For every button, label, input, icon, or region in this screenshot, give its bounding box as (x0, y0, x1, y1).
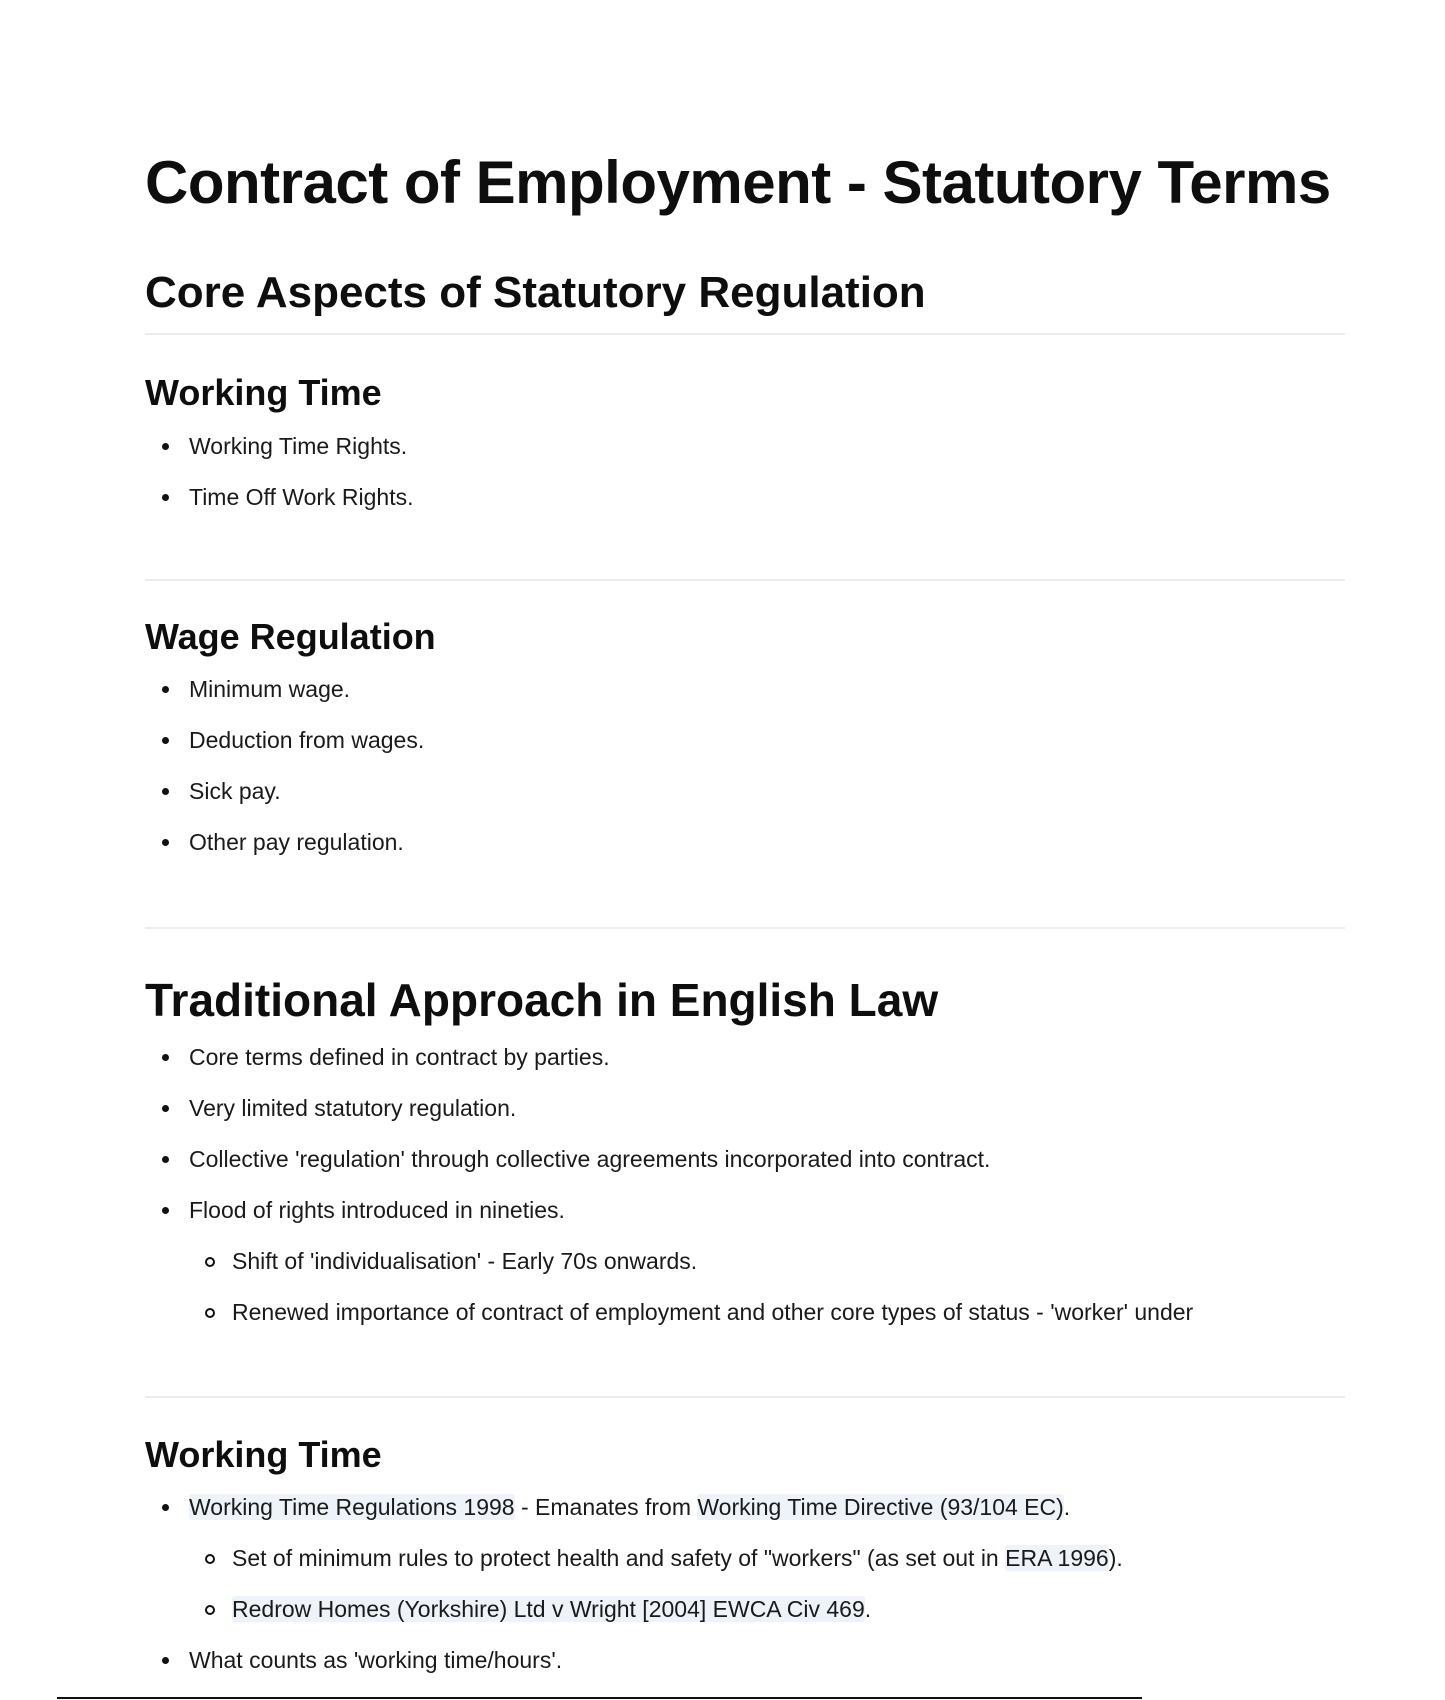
list-item (145, 1032, 1193, 1083)
bullet-icon (162, 737, 169, 744)
list-item-text: . (1063, 1494, 1071, 1520)
section-divider (145, 333, 1345, 335)
page-bottom-border (57, 1697, 1142, 1699)
section-divider (145, 927, 1345, 929)
list-item-text: Sick pay. (189, 778, 281, 804)
list-item (145, 766, 424, 817)
list-item-text: What counts as 'working time/hours'. (189, 1647, 563, 1673)
working-time-list (145, 421, 414, 523)
bullet-icon (162, 839, 169, 846)
bullet-icon (162, 686, 169, 693)
list-item-text: Working Time Rights. (189, 433, 408, 459)
list-item-text: - Emanates from (514, 1494, 698, 1520)
bullet-icon (162, 1504, 169, 1511)
list-item-text: . (864, 1596, 872, 1622)
traditional-approach-list (145, 1032, 1193, 1338)
list-item-text: Set of minimum rules to protect health and safety of "workers" (as set out in (232, 1545, 1006, 1571)
list-item (145, 817, 424, 868)
reference-link[interactable]: Working Time Regulations 1998 (189, 1494, 515, 1520)
subsection-heading-working-time: Working Time (145, 372, 382, 413)
section-heading-core-aspects: Core Aspects of Statutory Regulation (145, 268, 926, 317)
list-item (145, 1134, 1193, 1185)
list-item-text: Core terms defined in contract by parties. (189, 1044, 610, 1070)
circle-bullet-icon (205, 1605, 215, 1615)
wage-regulation-list (145, 664, 424, 868)
list-item-text: Very limited statutory regulation. (189, 1095, 517, 1121)
list-item (145, 664, 424, 715)
list-item-text: Collective 'regulation' through collective agreements incorporated into contract. (189, 1146, 991, 1172)
bullet-icon (162, 1207, 169, 1214)
list-item (145, 1635, 1123, 1686)
bullet-icon (162, 1156, 169, 1163)
document-title: Contract of Employment - Statutory Terms (145, 149, 1331, 216)
reference-link[interactable]: Redrow Homes (Yorkshire) Ltd v Wright [2004] EWCA Civ 469 (232, 1596, 865, 1622)
list-item-text: ). (1108, 1545, 1123, 1571)
list-item (145, 1185, 1193, 1236)
list-item-text: Renewed importance of contract of employment and other core types of status - 'worker' under (232, 1299, 1194, 1325)
list-item (145, 421, 414, 472)
list-item-text: Shift of 'individualisation' - Early 70s onwards. (232, 1248, 698, 1274)
list-item (145, 715, 424, 766)
reference-link[interactable]: ERA 1996 (1005, 1545, 1109, 1571)
list-item-text: Time Off Work Rights. (189, 484, 414, 510)
subsection-heading-wage-regulation: Wage Regulation (145, 616, 436, 657)
bullet-icon (162, 1105, 169, 1112)
section-divider (145, 579, 1345, 581)
bullet-icon (162, 494, 169, 501)
list-item-text: Other pay regulation. (189, 829, 404, 855)
list-item-text: Minimum wage. (189, 676, 351, 702)
circle-bullet-icon (205, 1257, 215, 1267)
section-heading-traditional-approach: Traditional Approach in English Law (145, 974, 939, 1026)
bullet-icon (162, 1054, 169, 1061)
list-item (145, 1083, 1193, 1134)
circle-bullet-icon (205, 1308, 215, 1318)
circle-bullet-icon (205, 1554, 215, 1564)
bullet-icon (162, 1657, 169, 1664)
list-subitem (145, 1533, 1123, 1584)
working-time-regulations-list (145, 1482, 1123, 1686)
list-subitem (145, 1236, 1193, 1287)
section-divider (145, 1396, 1345, 1398)
bullet-icon (162, 788, 169, 795)
list-item-text: Flood of rights introduced in nineties. (189, 1197, 565, 1223)
list-subitem (145, 1584, 1123, 1635)
bullet-icon (162, 443, 169, 450)
reference-link[interactable]: Working Time Directive (93/104 EC) (697, 1494, 1064, 1520)
list-subitem (145, 1287, 1193, 1338)
subsection-heading-working-time-2: Working Time (145, 1434, 382, 1475)
list-item-text: Deduction from wages. (189, 727, 425, 753)
list-item (145, 472, 414, 523)
list-item (145, 1482, 1123, 1533)
